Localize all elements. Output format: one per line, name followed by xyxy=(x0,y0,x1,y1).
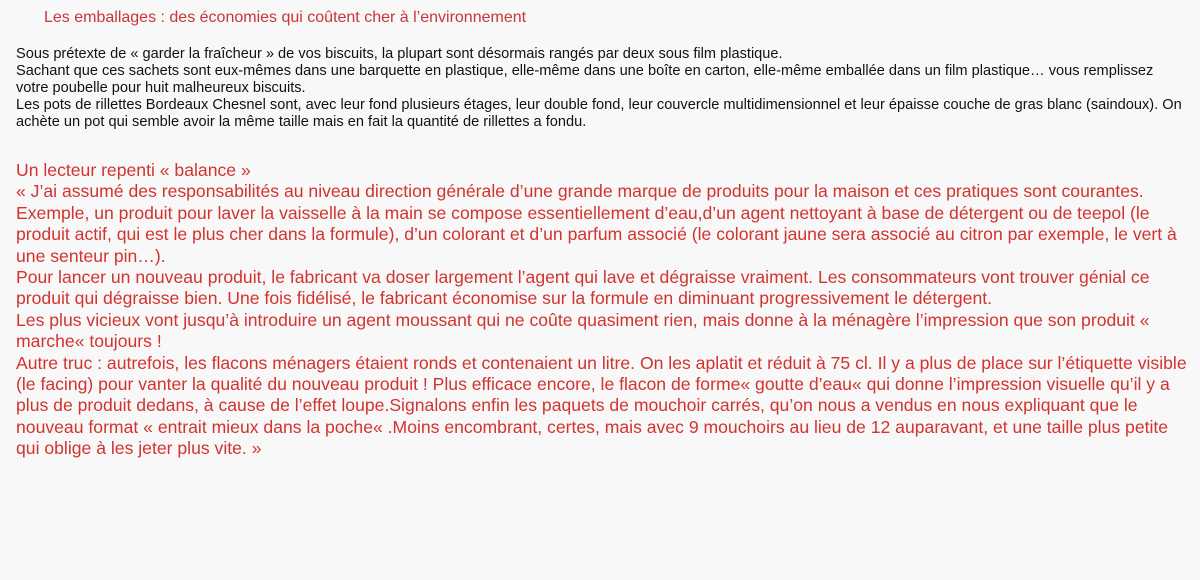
intro-paragraph: Les pots de rillettes Bordeaux Chesnel sont, avec leur fond plusieurs étages, leur double fond, leur couvercle multidimensionnel et leur épaisse couche de gras blanc (saindoux). On achète un pot qui semble avoir la même taille mais en fait la quantité de rillettes a fondu. xyxy=(16,97,1182,130)
testimony-paragraph: Pour lancer un nouveau produit, le fabricant va doser largement l’agent qui lave et dégraisse vraiment. Les consommateurs vont trouver génial ce produit qui dégraisse bien. Une fois fidélisé, le fabricant économise sur la formule en diminuant progressivement le détergent. xyxy=(16,267,1150,309)
intro-paragraph: Sous prétexte de « garder la fraîcheur » de vos biscuits, la plupart sont désormais rangés par deux sous film plastique. xyxy=(16,46,783,62)
testimony-paragraph: Autre truc : autrefois, les flacons ménagers étaient ronds et contenaient un litre. On les aplatit et réduit à 75 cl. Il y a plus de place sur l’étiquette visible (le facing) pour vanter la qualité du nouveau produit ! Plus efficace encore, le flacon de forme« goutte d’eau« qui donne l’impression visuelle qu’il y a plus de produit dedans, à cause de l’effet loupe.Signalons enfin les paquets de mouchoir carrés, qu’on nous a vendus en nous expliquant que le nouveau format « entrait mieux dans la poche« .Moins encombrant, certes, mais avec 9 mouchoirs au lieu de 12 auparavant, et une taille plus petite qui oblige à les jeter plus vite. » xyxy=(16,352,1187,459)
reader-testimony-section xyxy=(16,160,1192,460)
intro-section xyxy=(16,46,1186,131)
testimony-heading: Un lecteur repenti « balance » xyxy=(16,160,251,180)
article-title: Les emballages : des économies qui coûtent cher à l’environnement xyxy=(44,9,527,26)
intro-paragraph: Sachant que ces sachets sont eux-mêmes dans une barquette en plastique, elle-même dans une boîte en carton, elle-même emballée dans un film plastique… vous remplissez votre poubelle pour huit malheureux biscuits. xyxy=(16,63,1154,96)
testimony-paragraph: « J’ai assumé des responsabilités au niveau direction générale d’une grande marque de produits pour la maison et ces pratiques sont courantes. xyxy=(16,181,1144,202)
testimony-paragraph: Les plus vicieux vont jusqu’à introduire un agent moussant qui ne coûte quasiment rien, mais donne à la ménagère l’impression que son produit « marche« toujours ! xyxy=(16,309,1150,352)
testimony-paragraph: Exemple, un produit pour laver la vaisselle à la main se compose essentiellement d’eau,d’un agent nettoyant à base de détergent ou de teepol (le produit actif, qui est le plus cher dans la formule), d’un colorant et d’un parfum associé (le colorant jaune sera associé au citron par exemple, le vert à une senteur pin…). xyxy=(16,202,1177,266)
